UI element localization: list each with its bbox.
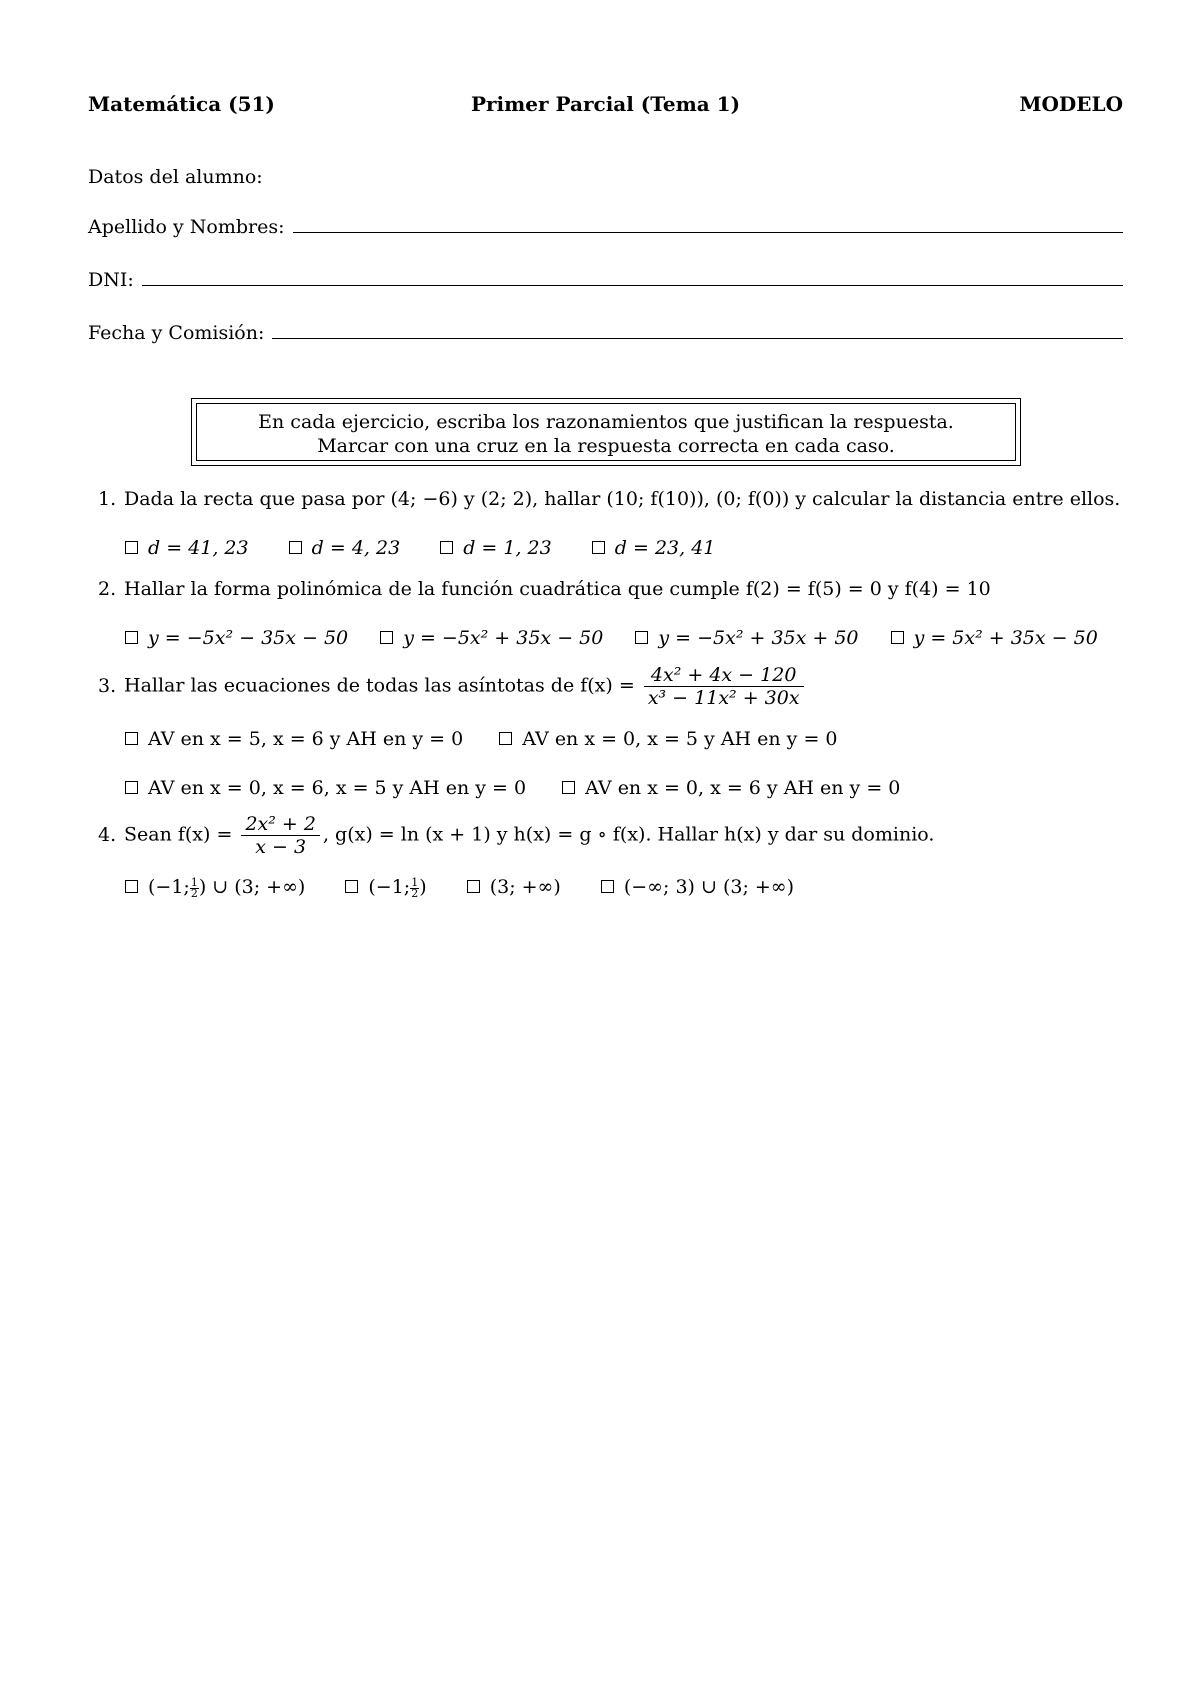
answer-option[interactable]: y = −5x² − 35x − 50 <box>125 627 348 649</box>
answer-option[interactable]: AV en x = 0, x = 5 y AH en y = 0 <box>499 728 837 750</box>
question-4-options <box>125 876 828 899</box>
checkbox-icon[interactable] <box>440 541 453 554</box>
checkbox-icon[interactable] <box>891 631 904 644</box>
fraction: $\frac{1}{2}$ <box>411 875 419 900</box>
fraction-denominator: x³ − 11x² + 30x <box>647 687 800 709</box>
checkbox-icon[interactable] <box>125 880 138 893</box>
checkbox-icon[interactable] <box>289 541 302 554</box>
checkbox-icon[interactable] <box>601 880 614 893</box>
answer-option[interactable]: y = −5x² + 35x − 50 <box>380 627 603 649</box>
student-data-title: Datos del alumno: <box>88 166 263 188</box>
fraction-denominator: x − 3 <box>255 836 307 858</box>
question-1-options <box>125 537 749 559</box>
question-3 <box>98 664 1108 709</box>
name-field[interactable] <box>88 212 1123 238</box>
question-3-options-row-1 <box>125 728 872 750</box>
fraction: $\frac{1}{2}$ <box>190 875 198 900</box>
answer-option[interactable]: AV en x = 5, x = 6 y AH en y = 0 <box>125 728 463 750</box>
instructions-line-1: En cada ejercicio, escriba los razonamientos que justifican la respuesta. <box>258 411 954 433</box>
question-text-after: , g(x) = ln (x + 1) y h(x) = g ∘ f(x). Hallar h(x) y dar su dominio. <box>322 823 935 846</box>
checkbox-icon[interactable] <box>562 781 575 794</box>
checkbox-icon[interactable] <box>125 541 138 554</box>
answer-option[interactable]: (3; +∞) <box>467 876 561 898</box>
checkbox-icon[interactable] <box>499 732 512 745</box>
checkbox-icon[interactable] <box>125 781 138 794</box>
question-1 <box>98 488 1121 510</box>
checkbox-icon[interactable] <box>125 732 138 745</box>
question-3-options-row-2 <box>125 777 934 799</box>
model-label: MODELO <box>1019 92 1123 116</box>
answer-option[interactable]: d = 4, 23 <box>289 537 401 559</box>
question-text: Dada la recta que pasa por (4; −6) y (2; 2), hallar (10; f(10)), (0; f(0)) y calcular la distancia entre ellos. <box>124 488 1121 510</box>
dni-field[interactable] <box>88 265 1123 291</box>
question-4 <box>98 813 1108 858</box>
question-number: 4. <box>98 823 117 846</box>
checkbox-icon[interactable] <box>467 880 480 893</box>
instructions-box <box>191 398 1021 466</box>
answer-option[interactable]: d = 41, 23 <box>125 537 249 559</box>
answer-option[interactable]: d = 23, 41 <box>592 537 716 559</box>
exam-title: Primer Parcial (Tema 1) <box>470 92 741 116</box>
dni-label: DNI: <box>88 269 134 291</box>
checkbox-icon[interactable] <box>635 631 648 644</box>
checkbox-icon[interactable] <box>592 541 605 554</box>
answer-option[interactable]: y = −5x² + 35x + 50 <box>635 627 858 649</box>
fraction <box>241 813 320 858</box>
fraction-numerator: 2x² + 2 <box>241 813 320 836</box>
fraction <box>644 664 804 709</box>
question-text: Hallar las ecuaciones de todas las asíntotas de f(x) = <box>124 674 635 697</box>
fraction-numerator: 4x² + 4x − 120 <box>644 664 804 687</box>
answer-option[interactable]: AV en x = 0, x = 6 y AH en y = 0 <box>562 777 900 799</box>
page-header <box>88 92 1123 118</box>
checkbox-icon[interactable] <box>125 631 138 644</box>
date-commission-blank-line[interactable] <box>272 337 1123 339</box>
answer-option[interactable]: (−1; $\frac{1}{2}$ ) ∪ (3; +∞) <box>125 876 305 899</box>
course-title: Matemática (51) <box>88 92 275 116</box>
question-number: 1. <box>98 488 117 510</box>
answer-option[interactable]: (−1; $\frac{1}{2}$ ) <box>345 876 426 899</box>
answer-option[interactable]: y = 5x² + 35x − 50 <box>891 627 1098 649</box>
question-number: 2. <box>98 578 117 600</box>
answer-option[interactable]: (−∞; 3) ∪ (3; +∞) <box>601 876 794 898</box>
name-label: Apellido y Nombres: <box>88 216 285 238</box>
question-2 <box>98 578 1108 600</box>
dni-blank-line[interactable] <box>142 284 1123 286</box>
name-blank-line[interactable] <box>293 231 1124 233</box>
question-2-options <box>125 627 1098 649</box>
answer-option[interactable]: d = 1, 23 <box>440 537 552 559</box>
checkbox-icon[interactable] <box>345 880 358 893</box>
date-commission-label: Fecha y Comisión: <box>88 322 265 344</box>
instructions-line-2: Marcar con una cruz en la respuesta correcta en cada caso. <box>317 435 895 457</box>
question-text-before: Sean f(x) = <box>124 823 233 846</box>
question-number: 3. <box>98 674 117 697</box>
question-text: Hallar la forma polinómica de la función cuadrática que cumple f(2) = f(5) = 0 y f(4) = 10 <box>124 578 991 600</box>
date-commission-field[interactable] <box>88 318 1123 344</box>
answer-option[interactable]: AV en x = 0, x = 6, x = 5 y AH en y = 0 <box>125 777 526 799</box>
checkbox-icon[interactable] <box>380 631 393 644</box>
